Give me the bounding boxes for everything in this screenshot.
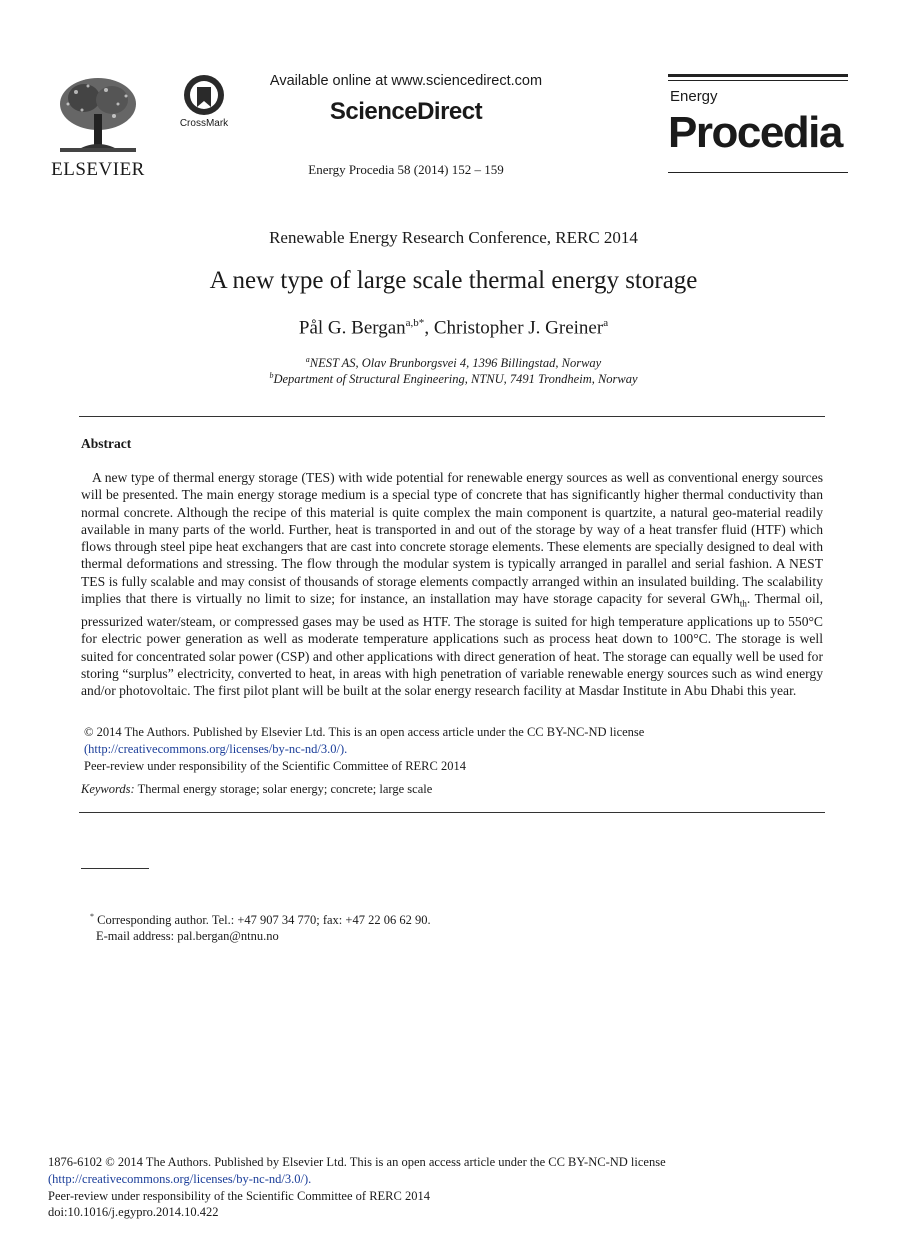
author-list (60, 317, 847, 339)
issn-line: 1876-6102 © 2014 The Authors. Published by Elsevier Ltd. This is an open access article under the CC BY-NC-ND license (48, 1155, 666, 1169)
abstract-text: A new type of thermal energy storage (TES) with wide potential for renewable energy sources as well as conventional energy sources will be presented. The main energy storage medium is a special type of concrete that has significantly higher thermal conductivity than normal concrete. Although the recipe of this material is quite complex the main component is quartzite, a natural geo-material readily available in many parts of the world. Further, heat is transported in and out of the storage by way of a heat transfer fluid (HTF) which flows through steel pipe heat exchangers that are cast into concrete storage elements. These elements are specially designed to deal with thermal deformations and stressing. The flow through the modular system is typically arranged in parallel and serial fashion. A NEST TES is fully scalable and may consist of thousands of storage elements compactly arranged within an insulated building. The scalability implies that there is virtually no limit to size; for instance, an installation may have storage capacity for several GWh (81, 470, 823, 607)
copyright-block (84, 724, 824, 775)
author-name: Christopher J. Greiner (433, 317, 604, 339)
peer-review-line: Peer-review under responsibility of the Scientific Committee of RERC 2014 (48, 1188, 430, 1203)
author-name: Pål G. Bergan (298, 317, 406, 339)
journal-reference: Energy Procedia 58 (2014) 152 – 159 (308, 162, 504, 177)
license-link[interactable]: (http://creativecommons.org/licenses/by-nc-nd/3.0/). (84, 742, 348, 756)
elsevier-logo (50, 74, 146, 178)
crossmark-icon (174, 74, 234, 118)
logo-rule (668, 172, 848, 173)
affiliation (60, 371, 847, 387)
license-link[interactable]: (http://creativecommons.org/licenses/by-nc-nd/3.0/). (48, 1171, 312, 1186)
affiliation-text: NEST AS, Olav Brunborgsvei 4, 1396 Billingstad, Norway (309, 356, 602, 371)
footnote-mark: * (90, 912, 94, 921)
keywords-label: Keywords: (81, 782, 135, 796)
keywords-text: Thermal energy storage; solar energy; concrete; large scale (134, 782, 433, 796)
logo-rule (668, 74, 848, 77)
sciencedirect-logo: ScienceDirect (329, 98, 483, 125)
crossmark-label: CrossMark (179, 118, 229, 129)
author-affiliation-mark: a,b* (405, 317, 425, 329)
keywords (81, 782, 823, 797)
affiliation (60, 355, 847, 371)
affiliation-mark: b (269, 371, 274, 380)
front-matter (48, 1154, 868, 1221)
logo-rule (668, 80, 848, 81)
journal-logo (668, 74, 848, 176)
abstract-body (81, 469, 823, 700)
journal-logo-big: Procedia (668, 108, 842, 157)
author-affiliation-mark: a (603, 317, 609, 329)
abstract-subscript: th (739, 598, 747, 609)
paper-title: A new type of large scale thermal energy storage (209, 267, 698, 294)
doi[interactable]: doi:10.1016/j.egypro.2014.10.422 (48, 1205, 219, 1220)
divider (79, 812, 825, 813)
publisher-name: ELSEVIER (51, 159, 145, 180)
corresponding-author: Corresponding author. Tel.: +47 907 34 770; fax: +47 22 06 62 90. (94, 913, 431, 928)
affiliation-mark: a (305, 355, 310, 364)
author-separator: , (424, 317, 434, 339)
conference-name: Renewable Energy Research Conference, RERC 2014 (269, 228, 638, 247)
available-online: Available online at www.sciencedirect.com (269, 73, 543, 89)
crossmark-badge[interactable] (174, 74, 234, 134)
elsevier-tree-icon (54, 74, 142, 158)
footnote (90, 909, 790, 944)
corresponding-email: E-mail address: pal.bergan@ntnu.no (96, 929, 279, 944)
affiliation-text: Department of Structural Engineering, NTNU, 7491 Trondheim, Norway (273, 372, 638, 387)
abstract-heading: Abstract (81, 436, 132, 451)
journal-logo-small: Energy (670, 88, 718, 105)
copyright-line: © 2014 The Authors. Published by Elsevier Ltd. This is an open access article under the CC BY-NC-ND license (84, 725, 645, 739)
peer-review-line: Peer-review under responsibility of the Scientific Committee of RERC 2014 (84, 759, 466, 773)
footnote-divider (81, 868, 149, 869)
divider (79, 416, 825, 417)
abstract-text: . Thermal oil, pressurized water/steam, or compressed gases may be used as HTF. The storage is suited for high temperature applications up to 550°C for electric power generation as well as moderate temperature applications such as process heat down to 100°C. The storage is well suited for concentrated solar power (CSP) and other applications with direct generation of heat. The storage can equally well be used for storing “surplus” electricity, converted to heat, in areas with high penetration of variable renewable energy sources such as wind energy and/or photovoltaic. The first pilot plant will be built at the solar energy research facility at Masdar Institute in Abu Dhabi this year. (81, 591, 823, 699)
